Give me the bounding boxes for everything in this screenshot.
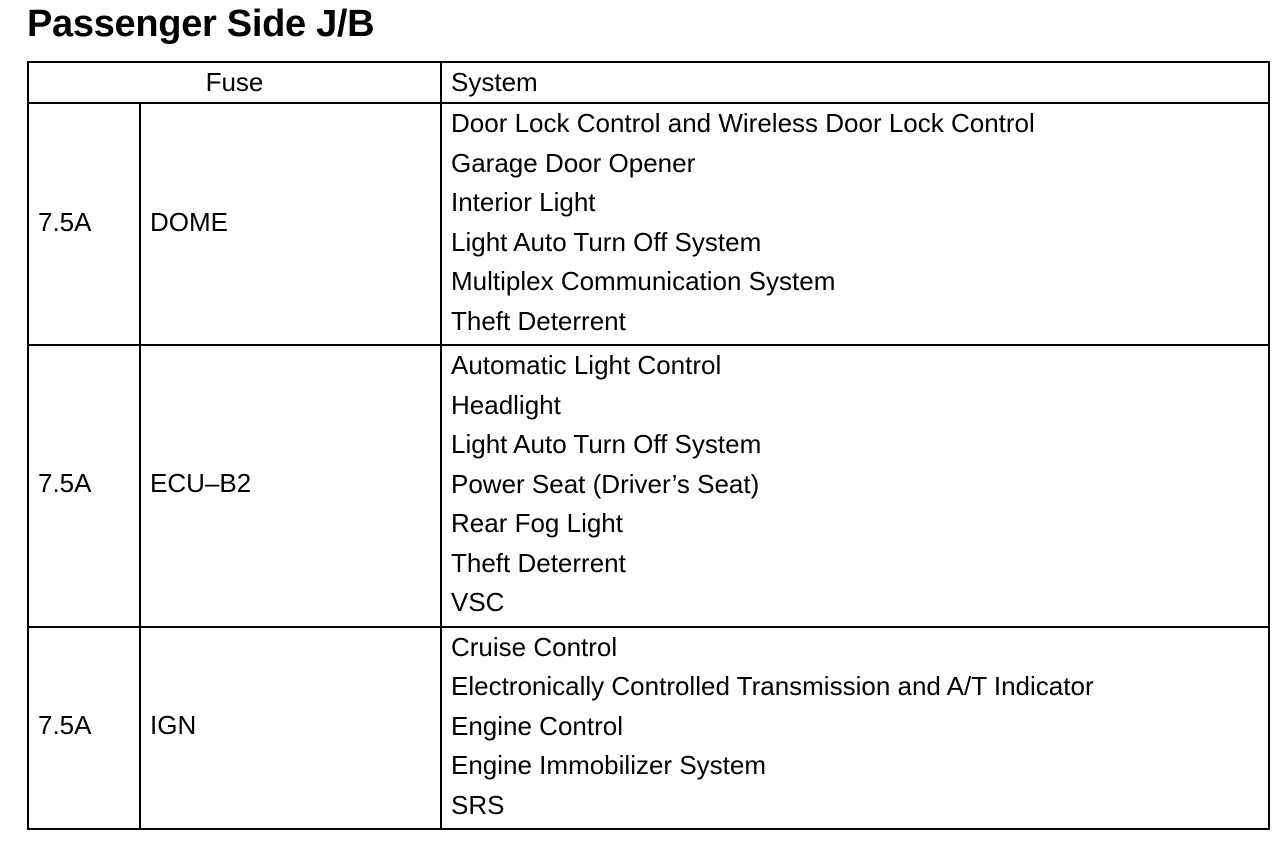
system-item: VSC: [451, 587, 505, 617]
system-item: Cruise Control: [451, 631, 618, 662]
system-item: SRS: [451, 789, 505, 820]
system-item: Theft Deterrent: [451, 547, 626, 578]
system-item: Door Lock Control and Wireless Door Lock Control: [451, 108, 1035, 138]
header-fuse: Fuse: [28, 62, 441, 103]
system-item: Power Seat (Driver’s Seat): [451, 468, 760, 499]
fuse-amperage: 7.5A: [28, 345, 140, 627]
fuse-amperage: 7.5A: [28, 103, 140, 345]
system-item: Theft Deterrent: [451, 305, 626, 336]
system-item: Garage Door Opener: [451, 147, 696, 178]
system-item: Engine Control: [451, 710, 623, 741]
page-title: Passenger Side J/B: [27, 3, 375, 45]
table-row: [28, 345, 1269, 627]
table-header-row: [28, 62, 1269, 103]
fuse-name: ECU–B2: [140, 345, 441, 627]
system-list: [441, 627, 1269, 830]
system-item: Automatic Light Control: [451, 350, 722, 380]
system-item: Light Auto Turn Off System: [451, 226, 762, 257]
system-item: Interior Light: [451, 187, 596, 217]
system-item: Multiplex Communication System: [451, 266, 836, 296]
fuse-amperage: 7.5A: [28, 627, 140, 830]
system-item: Rear Fog Light: [451, 508, 623, 538]
table-row: [28, 103, 1269, 345]
system-item: Light Auto Turn Off System: [451, 429, 762, 459]
fuse-name: IGN: [140, 627, 441, 830]
header-system: System: [441, 62, 1269, 103]
system-item: Electronically Controlled Transmission and A/T Indicator: [451, 671, 1094, 701]
system-item: Engine Immobilizer System: [451, 750, 766, 780]
system-list: [441, 103, 1269, 345]
fuse-name: DOME: [140, 103, 441, 345]
system-item: Headlight: [451, 389, 561, 420]
system-list: [441, 345, 1269, 627]
fuse-table: [27, 61, 1270, 830]
table-row: [28, 627, 1269, 830]
